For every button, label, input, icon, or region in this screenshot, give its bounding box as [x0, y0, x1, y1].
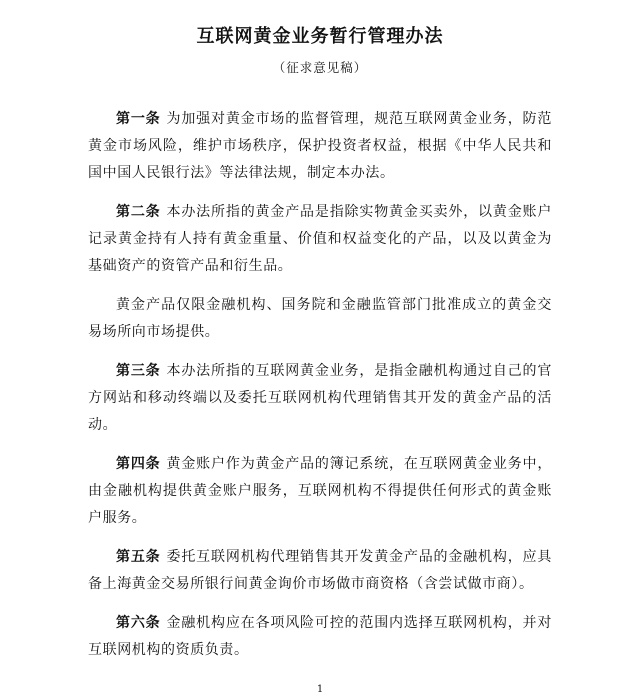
- article-5: [88, 544, 552, 598]
- article-text: 委托互联网机构代理销售其开发黄金产品的金融机构，应具备上海黄金交易所银行间黄金询价市场做市商资格（含尝试做市商）。: [88, 549, 552, 592]
- article-label: 第一条: [116, 111, 161, 127]
- article-text: 本办法所指的互联网黄金业务，是指金融机构通过自己的官方网站和移动终端以及委托互联网机构代理销售其开发的黄金产品的活动。: [88, 363, 552, 433]
- article-2: [88, 199, 552, 280]
- article-list: [88, 106, 552, 664]
- article-label: 第二条: [116, 204, 161, 220]
- article-4: [88, 451, 552, 532]
- article-2-paragraph-2: [88, 292, 552, 346]
- document-subtitle: （征求意见稿）: [272, 60, 368, 75]
- article-6: [88, 610, 552, 664]
- article-text: 黄金账户作为黄金产品的簿记系统，在互联网黄金业务中，由金融机构提供黄金账户服务，互联网机构不得提供任何形式的黄金账户服务。: [88, 456, 552, 526]
- article-text: 为加强对黄金市场的监督管理，规范互联网黄金业务，防范黄金市场风险，维护市场秩序，保护投资者权益，根据《中华人民共和国中国人民银行法》等法律法规，制定本办法。: [88, 111, 552, 181]
- article-label: 第四条: [116, 456, 161, 472]
- article-label: 第三条: [116, 363, 161, 379]
- article-text: 本办法所指的黄金产品是指除实物黄金买卖外，以黄金账户记录黄金持有人持有黄金重量、价值和权益变化的产品，以及以黄金为基础资产的资管产品和衍生品。: [88, 204, 552, 274]
- article-text: 金融机构应在各项风险可控的范围内选择互联网机构，并对互联网机构的资质负责。: [88, 615, 552, 658]
- article-3: [88, 358, 552, 439]
- article-1: [88, 106, 552, 187]
- document-title: 互联网黄金业务暂行管理办法: [196, 26, 444, 47]
- page-number: 1: [316, 684, 324, 695]
- article-label: 第五条: [116, 549, 161, 565]
- article-label: 第六条: [116, 615, 161, 631]
- article-text: 黄金产品仅限金融机构、国务院和金融监管部门批准成立的黄金交易场所向市场提供。: [88, 297, 552, 340]
